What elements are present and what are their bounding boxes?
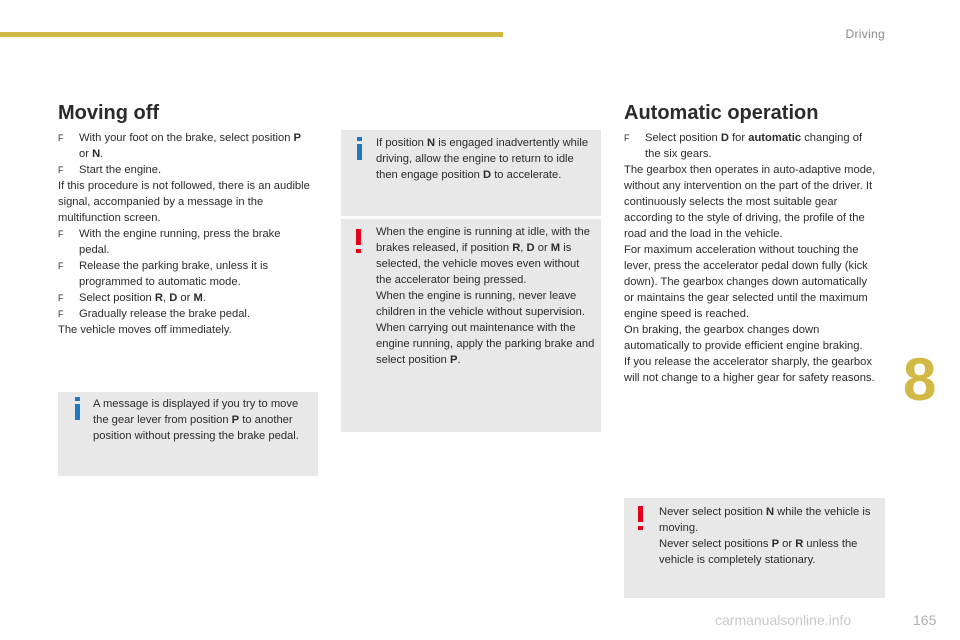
info-icon [75,404,80,420]
section-label: Driving [845,27,885,41]
paragraph: For maximum acceleration without touching the lever, press the accelerator pedal down fully (kick down). The gearbox changes down automatically or maintains the gear selected until the maximum engine speed is reached. [624,244,868,320]
paragraph: When the engine is running at idle, with the brakes released, if position R, D or M is selected, the vehicle moves even without the accelerator being pressed. [376,226,590,286]
warning-text [659,504,881,568]
bullet-icon: F [58,293,64,303]
warning-text [376,224,596,368]
info-text: A message is displayed if you try to move the gear lever from position P to another position without pressing the brake pedal. [93,398,299,442]
list-item: F Start the engine. [58,164,162,176]
paragraph: Never select positions P or R unless the vehicle is completely stationary. [659,538,858,566]
warning-box-idle [341,219,601,432]
moving-off-title: Moving off [58,102,160,124]
info-box-neutral [341,130,601,216]
paragraph: The vehicle moves off immediately. [58,324,232,336]
bullet-icon: F [58,309,64,319]
info-text: If position N is engaged inadvertently while driving, allow the engine to return to idle then engage position D to accelerate. [376,137,589,181]
header-accent-bar [0,32,503,37]
paragraph: When the engine is running, never leave children in the vehicle without supervision. [376,290,585,318]
list-item: F With your foot on the brake, select position P or N. [58,132,302,160]
paragraph: When carrying out maintenance with the engine running, apply the parking brake and select position P. [376,322,595,366]
list-item: F With the engine running, press the brake pedal. [58,228,281,256]
automatic-operation-content [624,130,879,386]
automatic-operation-title: Automatic operation [624,102,819,124]
paragraph: If this procedure is not followed, there is an audible signal, accompanied by a message in the multifunction screen. [58,180,310,224]
bullet-icon: F [58,133,64,143]
list-item: F Select position R, D or M. [58,292,206,304]
bullet-icon: F [58,165,64,175]
paragraph: Never select position N while the vehicle is moving. [659,506,871,534]
moving-off-content [58,130,313,338]
watermark: carmanualsonline.info [715,612,852,628]
bullet-icon: F [624,133,630,143]
paragraph: The gearbox then operates in auto-adaptive mode, without any intervention on the part of the driver. It continuously selects the most suitable gear according to the style of driving, the profile of the road and the load in the vehicle. [624,164,876,240]
paragraph: On braking, the gearbox changes down automatically to provide efficient engine braking. [624,324,863,352]
warning-icon [356,229,361,245]
list-item: F Gradually release the brake pedal. [58,308,251,320]
chapter-number: 8 [903,346,937,413]
page-number: 165 [913,612,937,628]
paragraph: If you release the accelerator sharply, the gearbox will not change to a higher gear for safety reasons. [624,356,875,384]
bullet-icon: F [58,229,64,239]
info-box-gear-lever [58,392,318,476]
warning-box-gear-selection [624,498,885,598]
bullet-icon: F [58,261,64,271]
list-item: F Release the parking brake, unless it is programmed to automatic mode. [58,260,269,288]
info-icon [357,144,362,160]
warning-icon [638,506,643,522]
list-item: F Select position D for automatic changing of the six gears. [624,132,863,160]
